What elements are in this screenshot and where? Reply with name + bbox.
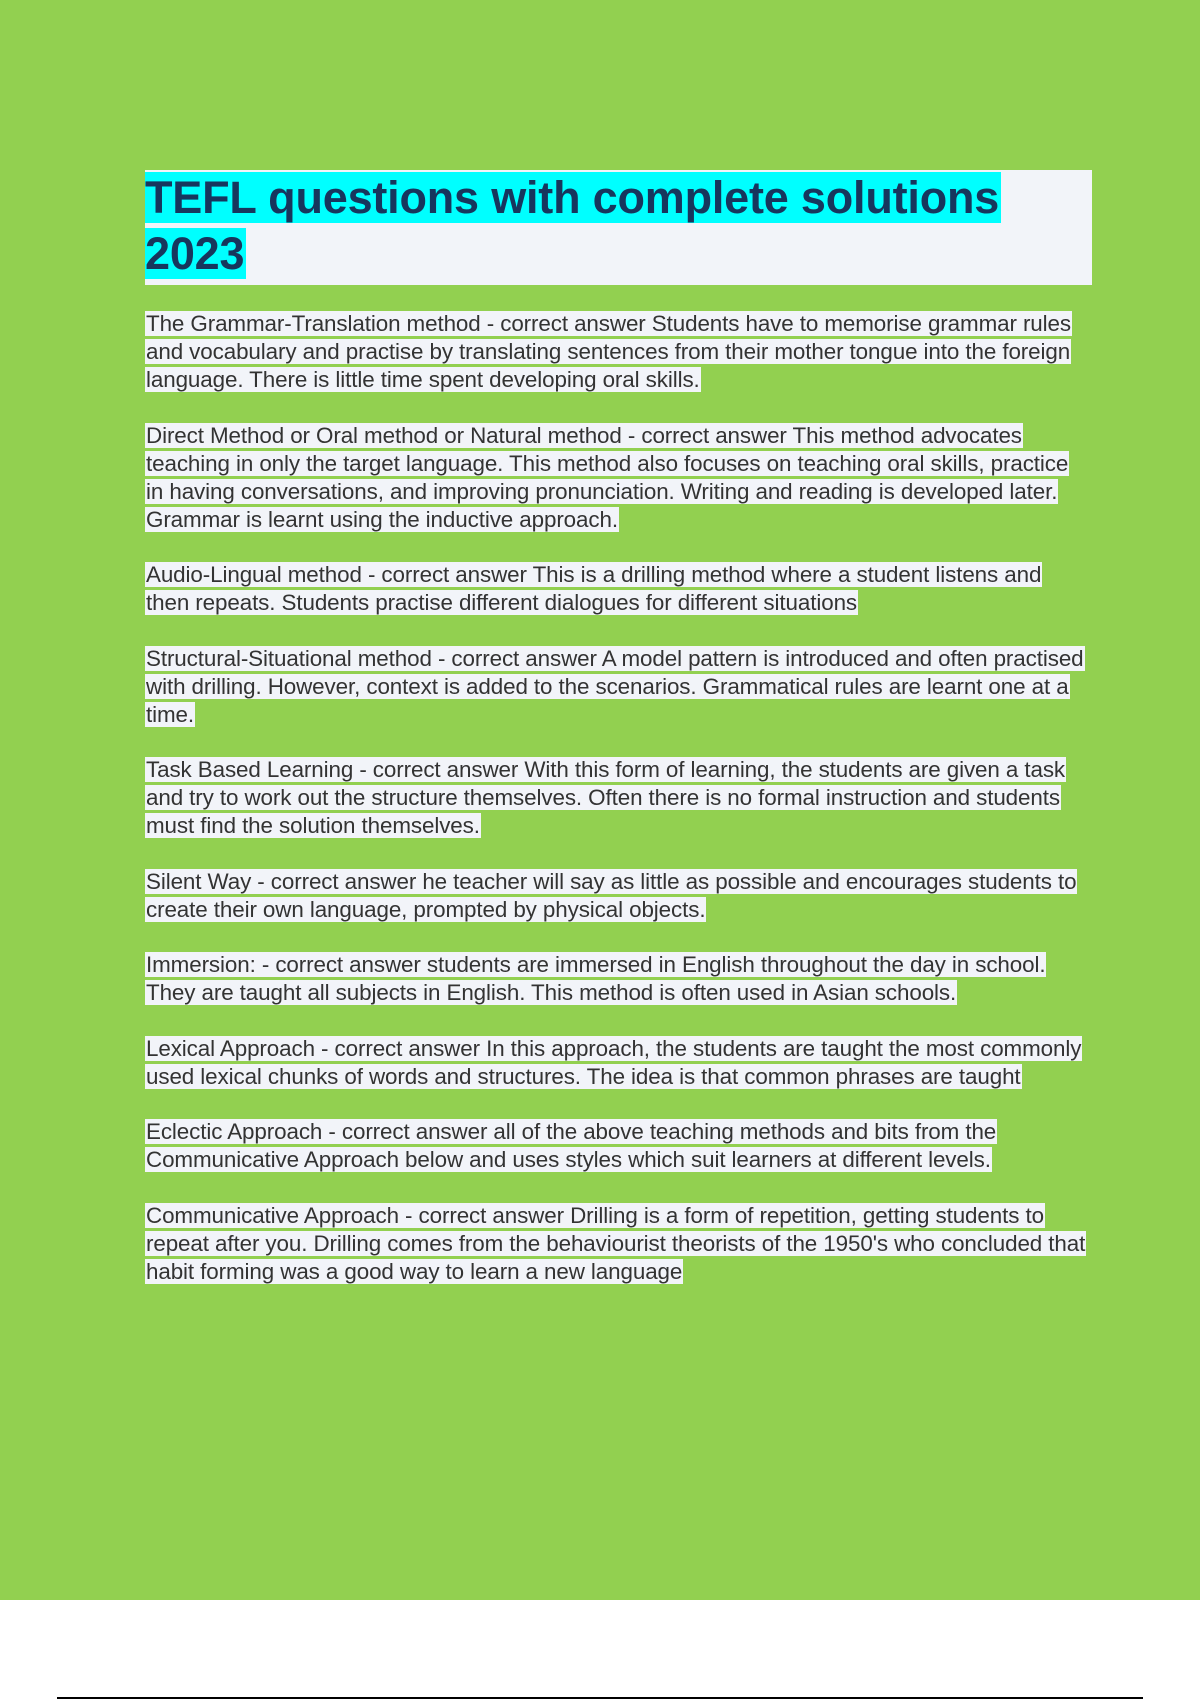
qa-entry-text: Communicative Approach - correct answer Drilling is a form of repetition, getting students to repeat after you. Drilling comes from the behaviourist theorists of the 1950's who concluded that habit forming was a good way to learn a new language [146,1202,1086,1284]
qa-entry [145,868,1090,924]
qa-entry-text: Task Based Learning - correct answer With this form of learning, the students are given a task and try to work out the structure themselves. Often there is no formal instruction and students must find the solution themselves. [146,757,1066,838]
qa-entry [145,310,1090,394]
footer-divider [57,1697,1143,1699]
qa-entry-text: Lexical Approach - correct answer In this approach, the students are taught the most commonly used lexical chunks of words and structures. The idea is that common phrases are taught [146,1035,1082,1089]
qa-entries [145,310,1090,1313]
document-title [145,170,1092,282]
qa-entry-text: The Grammar-Translation method - correct answer Students have to memorise grammar rules and vocabulary and practise by translating sentences from their mother tongue into the foreign language. There is little time spent developing oral skills. [146,311,1071,392]
qa-entry [145,422,1090,534]
qa-entry-text: Silent Way - correct answer he teacher will say as little as possible and encourages students to create their own language, prompted by physical objects. [146,868,1077,922]
qa-entry-text: Immersion: - correct answer students are immersed in English throughout the day in school. They are taught all subjects in English. This method is often used in Asian schools. [146,952,1046,1005]
qa-entry [145,756,1090,840]
qa-entry-text: Audio-Lingual method - correct answer This is a drilling method where a student listens and then repeats. Students practise different dialogues for different situations [146,562,1042,615]
document-title-text: TEFL questions with complete solutions 2023 [145,172,1000,279]
qa-entry-text: Structural-Situational method - correct answer A model pattern is introduced and often practised with drilling. However, context is added to the scenarios. Grammatical rules are learnt one at a time. [146,645,1084,727]
qa-entry-text: Eclectic Approach - correct answer all of the above teaching methods and bits from the Communicative Approach below and uses styles which suit learners at different levels. [146,1119,997,1172]
qa-entry [145,1202,1090,1286]
qa-entry-text: Direct Method or Oral method or Natural method - correct answer This method advocates teaching in only the target language. This method also focuses on teaching oral skills, practice in having conversations, and improving pronunciation. Writing and reading is developed later. Grammar is learnt using the inductive approach. [146,422,1069,532]
qa-entry [145,645,1090,729]
qa-entry [145,561,1090,617]
qa-entry [145,1035,1090,1091]
title-block [145,170,1092,285]
qa-entry [145,951,1090,1007]
qa-entry [145,1118,1090,1174]
